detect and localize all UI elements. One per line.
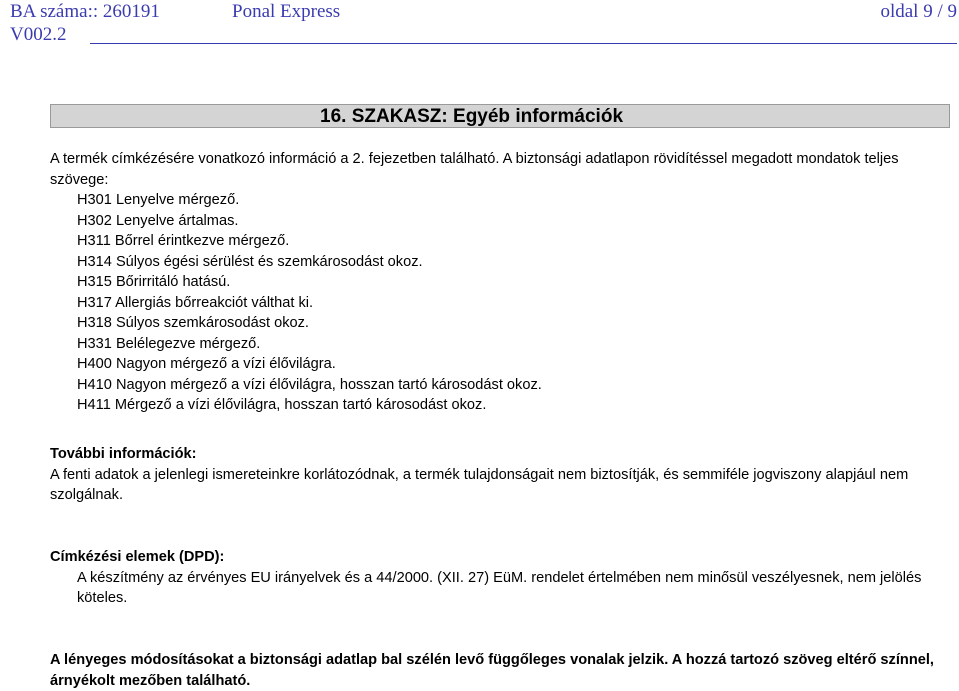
labelling-text: A készítmény az érvényes EU irányelvek és a 44/2000. (XII. 27) EüM. rendelet értelmében nem minősül veszélyesnek, nem jelölés köteles. (77, 569, 922, 606)
list-item: H311 Bőrrel érintkezve mérgező. (77, 233, 290, 249)
labelling-title: Címkézési elemek (DPD): (50, 549, 225, 565)
doc-version: V002.2 (10, 24, 67, 45)
list-item: H318 Súlyos szemkárosodást okoz. (77, 315, 309, 331)
list-item: H400 Nagyon mérgező a vízi élővilágra. (77, 356, 336, 372)
section-title: 16. SZAKASZ: Egyéb információk (320, 106, 624, 127)
h-statement-list (77, 190, 947, 416)
list-item: H301 Lenyelve mérgező. (77, 192, 240, 208)
page-header (10, 0, 957, 46)
list-item: H411 Mérgező a vízi élővilágra, hosszan tartó károsodást okoz. (77, 397, 487, 413)
list-item: H315 Bőrirritáló hatású. (77, 274, 231, 290)
intro-paragraph: A termék címkézésére vonatkozó információ a 2. fejezetben található. A biztonsági adatlapon rövidítéssel megadott mondatok teljes szövege: (50, 151, 899, 188)
header-divider (90, 43, 957, 44)
header-row (10, 0, 957, 22)
product-name: Ponal Express (232, 1, 341, 22)
list-item: H314 Súlyos égési sérülést és szemkárosodást okoz. (77, 253, 423, 270)
revision-note: A lényeges módosításokat a biztonsági adatlap bal szélén levő függőleges vonalak jelzik. A hozzá tartozó szöveg eltérő színnel, árnyékolt mezőben található. (50, 652, 934, 689)
page-number: oldal 9 / 9 (880, 1, 957, 22)
list-item: H410 Nagyon mérgező a vízi élővilágra, hosszan tartó károsodást okoz. (77, 376, 542, 393)
further-info-title: További információk: (50, 446, 197, 462)
list-item: H331 Belélegezve mérgező. (77, 335, 261, 352)
labelling-block (50, 547, 950, 609)
further-info-text: A fenti adatok a jelenlegi ismereteinkre korlátozódnak, a termék tulajdonságait nem biztosítják, és semmiféle jogviszony alapjául nem szolgálnak. (50, 466, 909, 503)
further-info-block (50, 444, 950, 506)
doc-number: BA száma:: 260191 (10, 1, 160, 22)
list-item: H317 Allergiás bőrreakciót válthat ki. (77, 294, 314, 311)
list-item: H302 Lenyelve ártalmas. (77, 212, 239, 229)
header-version-row (10, 24, 957, 46)
